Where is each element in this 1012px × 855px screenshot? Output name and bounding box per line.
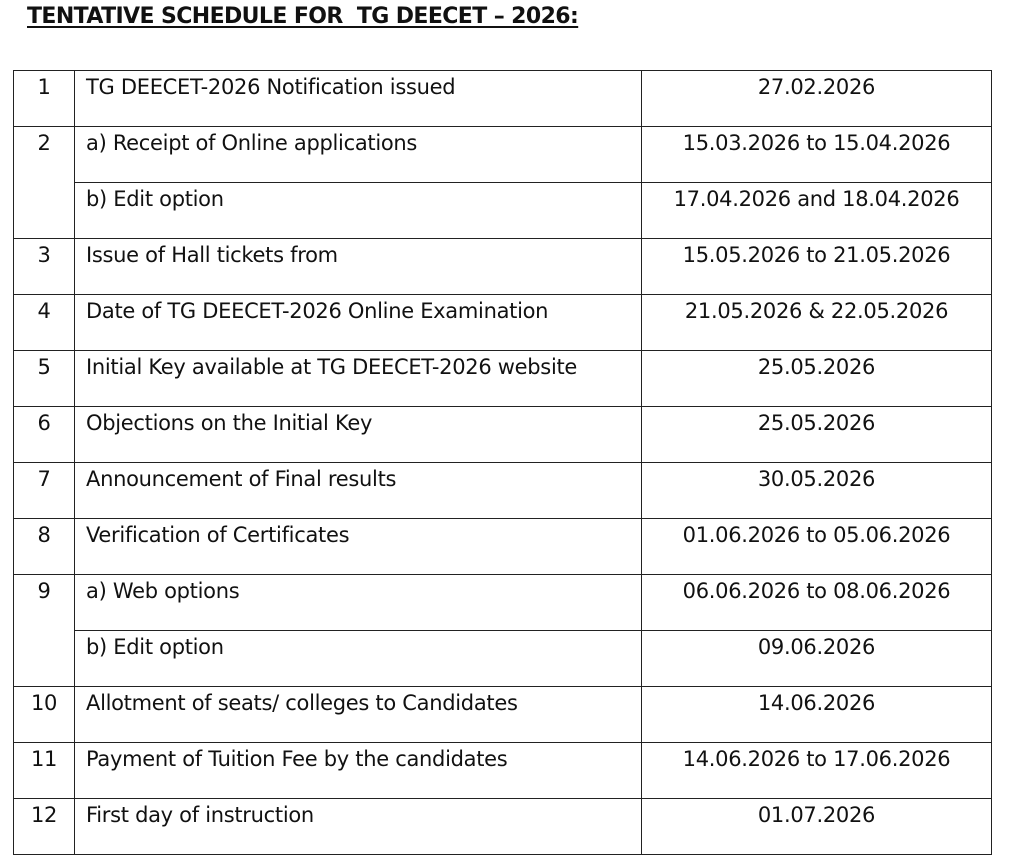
table-row [14,127,992,183]
table-row [14,71,992,127]
row-event: Payment of Tuition Fee by the candidates [75,743,642,799]
row-event: Allotment of seats/ colleges to Candidates [75,687,642,743]
row-event: a) Receipt of Online applications [75,127,642,183]
row-event: First day of instruction [75,799,642,855]
row-number: 7 [14,463,75,519]
table-row [14,463,992,519]
row-date: 21.05.2026 & 22.05.2026 [642,295,992,351]
row-event: Initial Key available at TG DEECET-2026 website [75,351,642,407]
row-number: 3 [14,239,75,295]
row-date: 06.06.2026 to 08.06.2026 [642,575,992,631]
subrow-date: 09.06.2026 [642,631,992,687]
row-date: 01.07.2026 [642,799,992,855]
table-row [14,519,992,575]
row-event: Issue of Hall tickets from [75,239,642,295]
table-row [14,687,992,743]
row-event: a) Web options [75,575,642,631]
row-event: Announcement of Final results [75,463,642,519]
page-title [27,4,578,29]
table-row [14,295,992,351]
table-row [14,799,992,855]
row-date: 15.05.2026 to 21.05.2026 [642,239,992,295]
row-number: 8 [14,519,75,575]
schedule-table [13,70,992,855]
row-date: 25.05.2026 [642,351,992,407]
row-event: Date of TG DEECET-2026 Online Examination [75,295,642,351]
row-number: 10 [14,687,75,743]
row-number: 12 [14,799,75,855]
table-subrow [14,183,992,239]
table-subrow [14,631,992,687]
row-number: 6 [14,407,75,463]
row-date: 27.02.2026 [642,71,992,127]
subrow-event: b) Edit option [75,183,642,239]
row-event: Verification of Certificates [75,519,642,575]
table-row [14,351,992,407]
row-date: 15.03.2026 to 15.04.2026 [642,127,992,183]
row-number: 9 [14,575,75,687]
row-date: 25.05.2026 [642,407,992,463]
subrow-date: 17.04.2026 and 18.04.2026 [642,183,992,239]
title-text: TENTATIVE SCHEDULE FOR TG DEECET – 2026 [27,4,570,29]
table-row [14,743,992,799]
subrow-event: b) Edit option [75,631,642,687]
title-colon: : [570,4,579,29]
table-row [14,575,992,631]
row-date: 14.06.2026 to 17.06.2026 [642,743,992,799]
row-date: 14.06.2026 [642,687,992,743]
row-number: 1 [14,71,75,127]
row-event: Objections on the Initial Key [75,407,642,463]
row-number: 2 [14,127,75,239]
row-number: 5 [14,351,75,407]
row-number: 11 [14,743,75,799]
row-date: 01.06.2026 to 05.06.2026 [642,519,992,575]
table-row [14,407,992,463]
row-event: TG DEECET-2026 Notification issued [75,71,642,127]
table-row [14,239,992,295]
row-number: 4 [14,295,75,351]
row-date: 30.05.2026 [642,463,992,519]
